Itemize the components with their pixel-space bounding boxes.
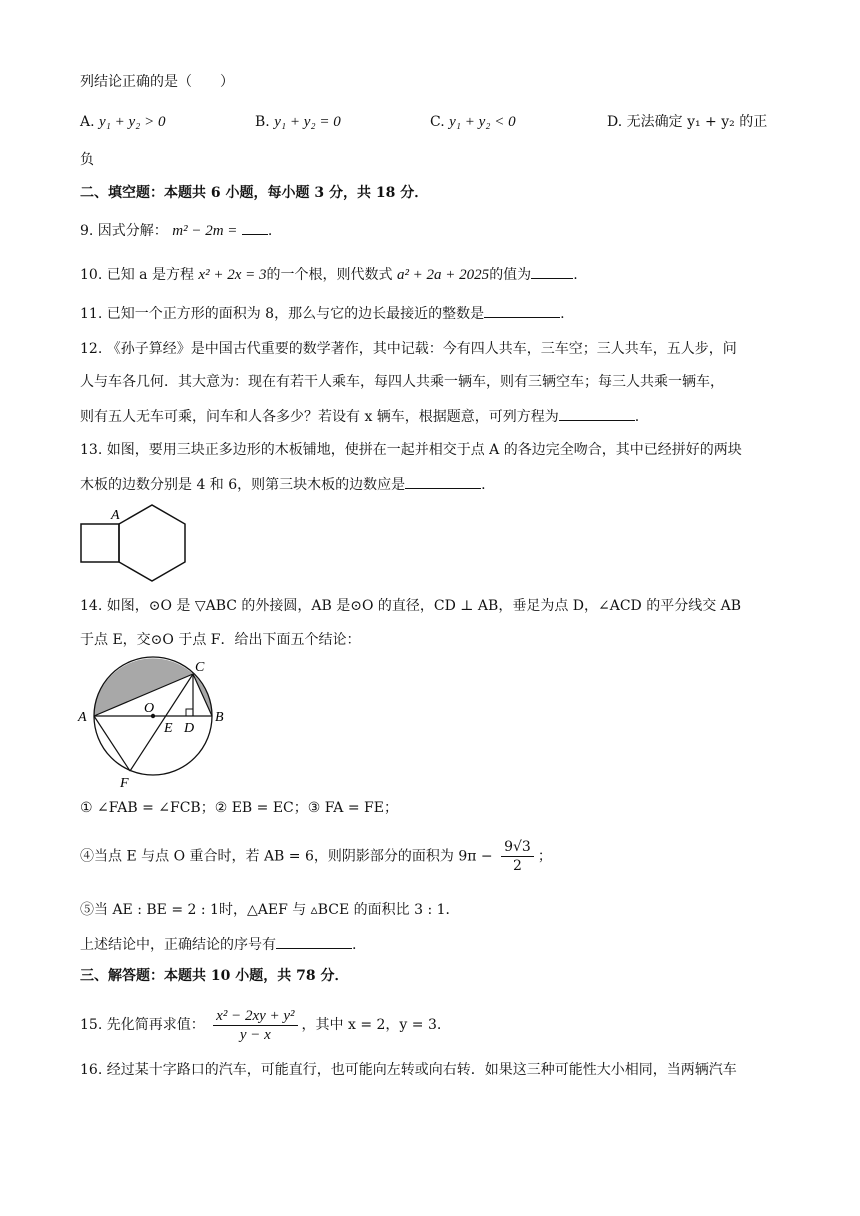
square-hexagon-figure — [70, 500, 200, 590]
fraction-numerator: x² − 2xy + y² — [213, 1007, 297, 1026]
q8-option-b — [255, 112, 341, 132]
math-expr: a² + 2a + 2025 — [396, 267, 490, 283]
question-text: 9. 因式分解： — [80, 223, 168, 239]
question-text: 的值为 — [489, 267, 532, 283]
conclusion-4 — [80, 838, 552, 875]
conclusion-text: ④当点 E 与点 O 重合时，若 AB = 6，则阴影部分的面积为 9π − — [80, 848, 493, 865]
question-text: ，其中 x = 2，y = 3. — [301, 1017, 442, 1033]
q8-option-d — [607, 112, 767, 132]
option-letter: D. — [607, 114, 623, 130]
q8-option-a — [80, 112, 166, 132]
question-text: 11. 已知一个正方形的面积为 8，那么与它的边长最接近的整数是 — [80, 306, 485, 322]
question-11 — [80, 303, 565, 324]
q8-stem-tail: 列结论正确的是（ ） — [80, 74, 234, 90]
option-text: 无法确定 y₁ + y₂ 的正 — [626, 114, 768, 130]
question-text: 则有五人无车可乘，问车和人各多少？若设有 x 辆车，根据题意，可列方程为 — [80, 409, 559, 425]
question-12-line-1: 12. 《孙子算经》是中国古代重要的数学著作，其中记载：今有四人共车，三车空；三人共车，五人步，问 — [80, 341, 737, 357]
right-angle-mark — [186, 709, 193, 716]
math-equation: x² + 2x = 3 — [198, 267, 267, 283]
point-a-label: A — [111, 508, 120, 523]
answer-blank[interactable] — [405, 474, 481, 489]
question-14-ask — [80, 934, 356, 955]
label-a: A — [78, 710, 87, 725]
conclusion-5: ⑤当 AE : BE = 2 : 1时，△AEF 与 ▵BCE 的面积比 3 : 1． — [80, 902, 460, 918]
label-c: C — [195, 660, 205, 675]
square-shape — [81, 524, 119, 562]
question-14-line-1: 14. 如图，⊙O 是 ▽ABC 的外接圆，AB 是⊙O 的直径，CD ⊥ AB，垂足为点 D，∠ACD 的平分线交 AB — [80, 598, 742, 614]
period: . — [573, 267, 578, 283]
section-heading-fill-in: 二、填空题：本题共 6 小题，每小题 3 分，共 18 分． — [80, 185, 429, 201]
label-f: F — [120, 776, 129, 791]
answer-blank[interactable] — [276, 934, 352, 949]
question-text: 10. 已知 a 是方程 — [80, 267, 194, 283]
fraction-expression — [213, 1007, 297, 1044]
label-o: O — [144, 701, 155, 716]
option-expr: y₁ + y₂ > 0 — [99, 114, 166, 130]
question-13-line-2 — [80, 474, 486, 495]
option-expr: y₁ + y₂ = 0 — [274, 114, 341, 130]
conclusions-1-3: ① ∠FAB = ∠FCB；② EB = EC；③ FA = FE； — [80, 800, 398, 816]
period: . — [352, 937, 357, 953]
section-heading-solutions: 三、解答题：本题共 10 小题，共 78 分． — [80, 968, 349, 984]
fraction-numerator: 9√3 — [501, 838, 534, 857]
q8-option-d-continued: 负 — [80, 152, 94, 168]
question-15 — [80, 1005, 441, 1045]
question-text: 上述结论中，正确结论的序号有 — [80, 937, 276, 953]
hexagon-shape — [119, 505, 185, 581]
fraction-9-root3-over-2 — [501, 838, 534, 875]
answer-blank[interactable] — [484, 303, 560, 318]
option-expr: y₁ + y₂ < 0 — [449, 114, 516, 130]
chord-cb — [193, 674, 212, 716]
period: . — [481, 477, 486, 493]
answer-blank[interactable] — [531, 264, 573, 279]
question-9 — [80, 220, 272, 241]
question-text: 15. 先化简再求值： — [80, 1017, 205, 1033]
period: . — [267, 223, 273, 239]
label-d: D — [184, 721, 195, 736]
option-letter: A. — [80, 114, 95, 130]
answer-blank[interactable] — [559, 406, 635, 421]
question-12-line-2: 人与车各几何．其大意为：现在有若干人乘车，每四人共乘一辆车，则有三辆空车；每三人共乘一辆车， — [80, 374, 724, 390]
question-16-line-1: 16. 经过某十字路口的汽车，可能直行，也可能向左转或向右转．如果这三种可能性大小相同，当两辆汽车 — [80, 1062, 737, 1078]
q8-option-c — [430, 112, 516, 132]
circle-figure — [70, 655, 240, 795]
label-b: B — [215, 710, 224, 725]
period: . — [560, 306, 565, 322]
question-13-line-1: 13. 如图，要用三块正多边形的木板铺地，使拼在一起并相交于点 A 的各边完全吻合，其中已经拼好的两块 — [80, 442, 742, 458]
question-text: 木板的边数分别是 4 和 6，则第三块木板的边数应是 — [80, 477, 406, 493]
question-10 — [80, 264, 578, 285]
option-letter: B. — [255, 114, 270, 130]
math-expr: m² − 2m = — [172, 223, 238, 239]
answer-blank[interactable] — [242, 220, 268, 235]
period: . — [634, 409, 640, 425]
fraction-denominator: 2 — [512, 858, 522, 874]
label-e: E — [164, 721, 173, 736]
question-12-line-3 — [80, 406, 639, 427]
fraction-denominator: y − x — [239, 1026, 271, 1043]
question-14-line-2: 于点 E，交⊙O 于点 F．给出下面五个结论： — [80, 632, 361, 648]
option-letter: C. — [430, 114, 445, 130]
chord-af — [94, 716, 130, 771]
question-text: 的一个根，则代数式 — [266, 267, 393, 283]
semicolon: ； — [537, 848, 552, 865]
